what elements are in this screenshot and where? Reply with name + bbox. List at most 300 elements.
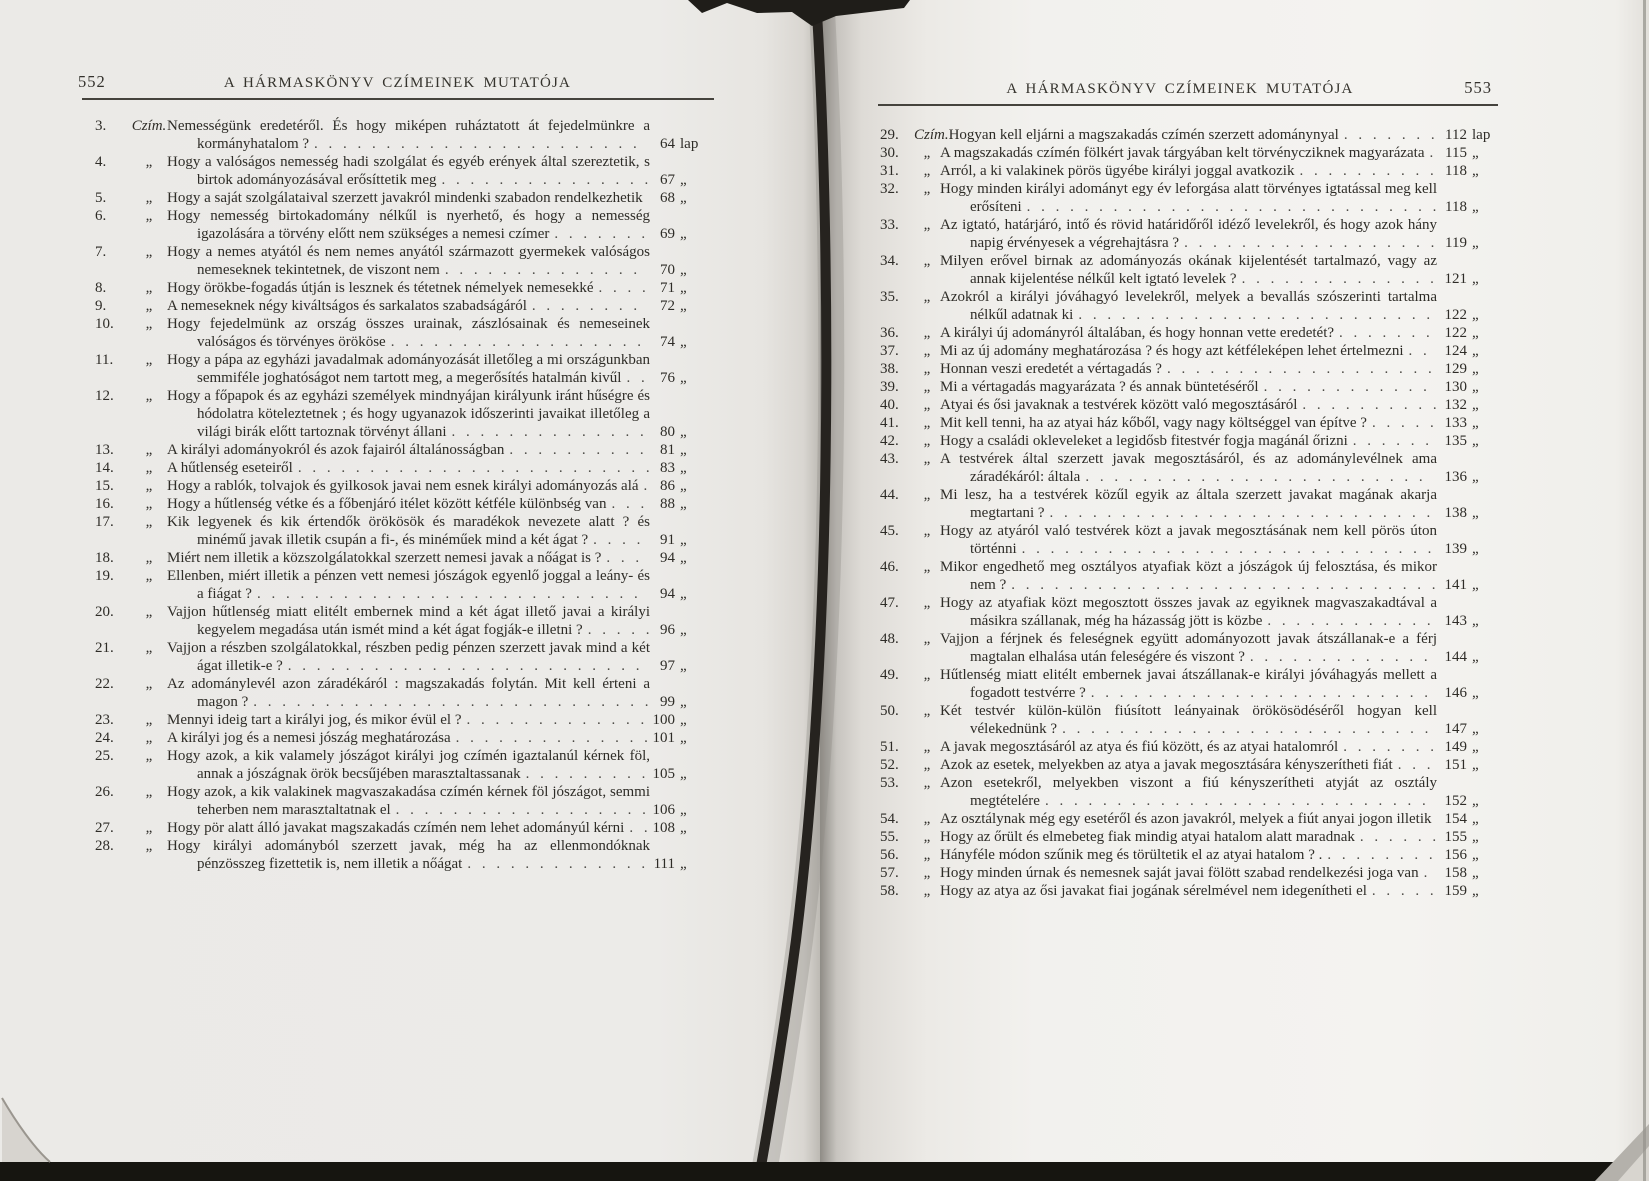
entry-page-suffix: „ — [1472, 199, 1479, 215]
toc-entry — [95, 675, 700, 711]
entry-page-suffix: „ — [680, 856, 687, 872]
entry-page-suffix: „ — [1472, 811, 1479, 827]
entry-page-suffix: „ — [1472, 433, 1479, 449]
entry-text: Hogy nemesség birtokadomány nélkűl is nyerhető, és hogy a nemesség igazolására a törvény előtt nem szükséges a nemesi czímer — [167, 208, 650, 242]
right-entries-list — [880, 126, 1492, 900]
entry-marker: „ — [923, 181, 931, 197]
toc-entry — [880, 162, 1492, 180]
entry-marker: „ — [923, 883, 931, 899]
toc-entry — [95, 387, 700, 441]
entry-page-suffix: „ — [1472, 361, 1479, 377]
entry-page-ref — [646, 225, 700, 243]
entry-page-ref — [1438, 504, 1492, 522]
right-page-number: 553 — [1464, 78, 1492, 97]
dot-leader: . . . . . . . . . . . . . . — [444, 262, 638, 278]
entry-page-number: 99 — [660, 694, 675, 710]
entry-page-number: 143 — [1444, 613, 1467, 629]
entry-body — [949, 126, 1492, 144]
entry-page-number: 64 — [660, 136, 675, 152]
entry-number: 11. — [95, 352, 114, 368]
entry-body — [940, 144, 1492, 162]
entry-body — [167, 729, 700, 747]
entry-text: Mit kell tenni, ha az atyai ház kőből, vagy nagy költséggel van építve ? — [940, 415, 1367, 431]
entry-text: Hogy a főpapok és az egyházi személyek mindnyájan királyunk iránt hűségre és hódolatra köteleztetnek ; és hogy ugyanazok időszerinti javaikat illetőleg a világi birák előtt tartoznak törvényt állani — [167, 388, 650, 440]
toc-entry — [880, 702, 1492, 738]
entry-number: 23. — [95, 712, 114, 728]
entry-page-number: 101 — [652, 730, 675, 746]
entry-text: Hogy az atyafiak közt megosztott összes javak az egyiknek magvaszakadtával a másikra szállanak, még ha házasság jött is közbe — [940, 595, 1437, 629]
dot-leader: . . . . . — [1371, 883, 1434, 899]
entry-page-number: 71 — [660, 280, 675, 296]
entry-page-ref — [1438, 612, 1492, 630]
entry-marker: „ — [923, 847, 931, 863]
entry-page-suffix: „ — [680, 658, 687, 674]
entry-page-suffix: „ — [1472, 145, 1479, 161]
dot-leader: . . . . . . . . . . . . — [1267, 613, 1431, 629]
entry-marker: „ — [145, 640, 153, 656]
entry-number: 7. — [95, 244, 107, 260]
entry-page-number: 154 — [1444, 811, 1467, 827]
entry-text: Hogy örökbe-fogadás útján is lesznek és tétetnek némelyek nemesekké — [167, 280, 594, 296]
dot-leader: . . . . . . . . . . . . . — [466, 712, 645, 728]
entry-marker: „ — [923, 289, 931, 305]
dot-leader: . . . . . . . . . . . . . . — [1241, 271, 1434, 287]
entry-page-number: 100 — [652, 712, 675, 728]
toc-entry — [880, 846, 1492, 864]
entry-number: 38. — [880, 361, 899, 377]
dot-leader: . . . — [1397, 757, 1431, 773]
entry-text: Hogy a hűtlenség vétke és a főbenjáró itélet között kétféle különbség van — [167, 496, 607, 512]
entry-number: 20. — [95, 604, 114, 620]
entry-number: 58. — [880, 883, 899, 899]
entry-page-ref — [646, 855, 700, 873]
entry-page-number: 151 — [1444, 757, 1467, 773]
entry-body — [167, 459, 700, 477]
entry-page-number: 88 — [660, 496, 675, 512]
entry-page-number: 80 — [660, 424, 675, 440]
entry-marker: „ — [923, 487, 931, 503]
entry-number: 12. — [95, 388, 114, 404]
entry-text: Két testvér külön-külön fiúsított leányainak örökösödéséről hogyan kell vélekednünk ? — [940, 703, 1437, 737]
toc-entry — [880, 414, 1492, 432]
toc-entry — [95, 549, 700, 567]
entry-page-suffix: „ — [1472, 469, 1479, 485]
entry-page-suffix: „ — [680, 550, 687, 566]
dot-leader: . . . . . . . . . . . . . . — [455, 730, 648, 746]
toc-entry — [95, 711, 700, 729]
entry-page-ref — [1438, 738, 1492, 756]
entry-page-suffix: lap — [1472, 127, 1491, 143]
entry-page-ref — [1438, 864, 1492, 882]
entry-body — [940, 702, 1492, 738]
entry-body — [940, 486, 1492, 522]
entry-text: Hogy az őrült és elmebeteg fiak mindig atyai hatalom alatt maradnak — [940, 829, 1355, 845]
entry-page-number: 119 — [1445, 235, 1467, 251]
entry-body — [940, 216, 1492, 252]
entry-marker: „ — [923, 451, 931, 467]
entry-text: Arról, a ki valakinek pörös ügyébe királyi joggal avatkozik — [940, 163, 1295, 179]
entry-page-ref — [1438, 432, 1492, 450]
entry-number: 50. — [880, 703, 899, 719]
entry-page-number: 67 — [660, 172, 675, 188]
entry-text: A királyi jog és a nemesi jószág meghatározása — [167, 730, 451, 746]
entry-page-suffix: „ — [1472, 235, 1479, 251]
dot-leader: . . . . . . . . — [1327, 847, 1433, 863]
entry-marker: „ — [923, 433, 931, 449]
entry-page-number: 72 — [660, 298, 675, 314]
entry-page-number: 91 — [660, 532, 675, 548]
entry-body — [940, 828, 1492, 846]
entry-body — [167, 477, 700, 495]
entry-page-suffix: „ — [680, 334, 687, 350]
left-entries-list — [95, 117, 700, 873]
entry-marker: „ — [145, 478, 153, 494]
toc-entry — [95, 117, 700, 153]
entry-page-ref — [1438, 468, 1492, 486]
entry-page-suffix: „ — [680, 820, 687, 836]
entry-page-suffix: „ — [1472, 883, 1479, 899]
dot-leader: . . . . . . . — [554, 226, 646, 242]
entry-page-number: 133 — [1444, 415, 1467, 431]
entry-number: 9. — [95, 298, 107, 314]
entry-page-suffix: „ — [1472, 397, 1479, 413]
toc-entry — [880, 630, 1492, 666]
entry-text: A javak megosztásáról az atya és fiú között, és az atyai hatalomról — [940, 739, 1339, 755]
entry-page-number: 124 — [1444, 343, 1467, 359]
entry-marker: „ — [923, 757, 931, 773]
toc-entry — [880, 558, 1492, 594]
entry-number: 32. — [880, 181, 899, 197]
toc-entry — [880, 828, 1492, 846]
entry-marker: Czím. — [914, 127, 949, 143]
entry-page-ref — [1438, 648, 1492, 666]
entry-body — [167, 747, 700, 783]
entry-page-ref — [646, 369, 700, 387]
entry-marker: „ — [145, 280, 153, 296]
dot-leader: . . — [626, 370, 645, 386]
entry-text: Mi az új adomány meghatározása ? és hogy azt kétféleképen lehet értelmezni — [940, 343, 1404, 359]
entry-body — [940, 360, 1492, 378]
entry-page-ref — [646, 279, 700, 297]
entry-page-ref — [1438, 792, 1492, 810]
entry-text: Az adománylevél azon záradékáról : magszakadás folytán. Mit kell érteni a magon ? — [167, 676, 650, 710]
entry-page-suffix: „ — [1472, 829, 1479, 845]
entry-body — [940, 288, 1492, 324]
entry-body — [167, 207, 700, 243]
entry-number: 27. — [95, 820, 114, 836]
entry-body — [940, 342, 1492, 360]
entry-marker: „ — [145, 748, 153, 764]
entry-page-ref — [646, 423, 700, 441]
entry-text: Hogy a nemes atyától és nem nemes anyától származott gyermekek valóságos nemeseknek tekintetnek, de viszont nem — [167, 244, 650, 278]
entry-page-ref — [646, 531, 700, 549]
entry-text: Hogy pör alatt álló javakat magszakadás czímén nem lehet adományúl kérni — [167, 820, 625, 836]
entry-body — [167, 189, 700, 207]
entry-body — [167, 549, 700, 567]
entry-text: Hogy azok, a kik valamely jószágot királyi jog czímén igaztalanúl kérnek föl, annak a jószágnak örök becsűjében marasztaltassanak — [167, 748, 650, 782]
toc-entry — [95, 783, 700, 819]
entry-text: A királyi új adományról általában, és hogy honnan vette eredetét? — [940, 325, 1335, 341]
entry-page-ref — [1438, 144, 1492, 162]
entry-body — [167, 441, 700, 459]
entry-number: 39. — [880, 379, 899, 395]
entry-body — [940, 882, 1492, 900]
entry-page-ref — [646, 801, 700, 819]
toc-entry — [95, 441, 700, 459]
dot-leader: . . . . . . . . . . . . . . . . . . . . . . . . — [1090, 685, 1429, 701]
entry-number: 47. — [880, 595, 899, 611]
dot-leader: . . . — [611, 496, 645, 512]
dot-leader: . . . . . . . . . . . . . . . . . . . . . . . . . . . — [256, 586, 638, 602]
entry-page-suffix: „ — [1472, 271, 1479, 287]
entry-text: Honnan veszi eredetét a vértagadás ? — [940, 361, 1162, 377]
dot-leader: . . . . . . . . . . . . . . . . . . . . . . . . . . . . . — [1026, 199, 1437, 215]
entry-marker: „ — [145, 208, 153, 224]
toc-entry — [95, 153, 700, 189]
entry-number: 35. — [880, 289, 899, 305]
entry-number: 17. — [95, 514, 114, 530]
entry-text: Hűtlenség miatt elitélt embernek javai átszállanak-e királyi jóváhagyás mellett a fogadott testvérre ? — [940, 667, 1437, 701]
entry-page-number: 122 — [1444, 325, 1467, 341]
entry-text: Hogy minden királyi adományt egy év leforgása alatt törvényes igtatással meg kell erősíteni — [940, 181, 1437, 215]
toc-entry — [95, 837, 700, 873]
entry-page-suffix: „ — [680, 460, 687, 476]
toc-entry — [880, 252, 1492, 288]
entry-number: 15. — [95, 478, 114, 494]
entry-number: 36. — [880, 325, 899, 341]
entry-page-ref — [646, 333, 700, 351]
entry-number: 53. — [880, 775, 899, 791]
entry-body — [940, 450, 1492, 486]
entry-page-number: 86 — [660, 478, 675, 494]
entry-number: 22. — [95, 676, 114, 692]
entry-page-ref — [1438, 126, 1492, 144]
entry-page-ref — [1438, 684, 1492, 702]
entry-page-ref — [646, 495, 700, 513]
entry-page-number: 118 — [1445, 163, 1467, 179]
entry-marker: „ — [923, 145, 931, 161]
entry-text: Mi lesz, ha a testvérek közűl egyik az általa szerzett javakat magának akarja megtartani ? — [940, 487, 1437, 521]
entry-page-suffix: „ — [1472, 649, 1479, 665]
entry-number: 6. — [95, 208, 107, 224]
entry-marker: „ — [923, 775, 931, 791]
entry-page-ref — [646, 549, 700, 567]
entry-page-ref — [1438, 342, 1492, 360]
dot-leader: . . . . . . . . . . . . — [1263, 379, 1427, 395]
entry-text: Vajjon a férjnek és feleségnek együtt adományozott javak átszállanak-e a férj magtalan elhalása után feleségére és viszont ? — [940, 631, 1437, 665]
entry-page-number: 144 — [1444, 649, 1467, 665]
entry-marker: „ — [923, 595, 931, 611]
dot-leader: . . . . . . . — [1343, 127, 1435, 143]
entry-text: Hogy az atyáról való testvérek közt a javak megosztásának nem kell pörös úton történni — [940, 523, 1437, 557]
entry-page-ref — [1438, 360, 1492, 378]
entry-page-ref — [1438, 324, 1492, 342]
toc-entry — [880, 666, 1492, 702]
entry-number: 41. — [880, 415, 899, 431]
entry-text: Azok az esetek, melyekben az atya a javak megosztására kényszerítheti fiát — [940, 757, 1393, 773]
entry-page-suffix: „ — [1472, 325, 1479, 341]
dot-leader: . . . . . . . — [1339, 325, 1430, 341]
entry-page-number: 147 — [1444, 721, 1467, 737]
entry-page-suffix: „ — [680, 370, 687, 386]
entry-page-number: 68 — [660, 190, 675, 206]
dot-leader: . . . . . . . — [1343, 739, 1434, 755]
entry-number: 49. — [880, 667, 899, 683]
entry-marker: „ — [923, 811, 931, 827]
dot-leader: . . . . . — [587, 622, 650, 638]
entry-text: Hogy azok, a kik valakinek magvaszakadása czímén kérnek föl jószágot, semmi teherben nem marasztaltatnak el — [167, 784, 650, 818]
toc-entry — [880, 810, 1492, 828]
entry-body — [940, 738, 1492, 756]
entry-body — [167, 783, 700, 819]
dot-leader: . . . . . . . . — [531, 298, 638, 314]
dot-leader: . . . . . . . . . . . . . . . . . . — [395, 802, 646, 818]
toc-entry — [880, 360, 1492, 378]
entry-marker: „ — [923, 739, 931, 755]
entry-page-number: 118 — [1445, 199, 1467, 215]
entry-page-suffix: „ — [680, 478, 687, 494]
toc-entry — [880, 882, 1492, 900]
entry-number: 10. — [95, 316, 114, 332]
entry-body — [167, 837, 700, 873]
entry-body — [167, 603, 700, 639]
entry-page-number: 94 — [660, 586, 675, 602]
entry-marker: „ — [923, 343, 931, 359]
entry-number: 55. — [880, 829, 899, 845]
entry-page-ref — [1438, 270, 1492, 288]
entry-marker: „ — [145, 712, 153, 728]
entry-page-number: 106 — [652, 802, 675, 818]
entry-page-suffix: lap — [680, 136, 699, 152]
entry-marker: „ — [145, 154, 153, 170]
toc-entry — [880, 432, 1492, 450]
entry-body — [167, 819, 700, 837]
entry-body — [167, 567, 700, 603]
entry-page-suffix: „ — [1472, 865, 1479, 881]
entry-page-ref — [1438, 396, 1492, 414]
entry-page-ref — [1438, 234, 1492, 252]
left-running-header: A HÁRMASKÖNYV CZÍMEINEK MUTATÓJA — [223, 75, 572, 91]
entry-marker: „ — [145, 676, 153, 692]
entry-marker: „ — [923, 163, 931, 179]
entry-page-suffix: „ — [680, 622, 687, 638]
entry-marker: „ — [145, 838, 153, 854]
dot-leader: . . . . . . . . . . . . . . . — [441, 172, 649, 188]
toc-entry — [95, 351, 700, 387]
dot-leader: . . . . . . . . . . . . . . . . . . . . . . . . — [1085, 469, 1423, 485]
entry-page-suffix: „ — [1472, 721, 1479, 737]
dot-leader: . . — [1408, 343, 1427, 359]
toc-entry — [95, 495, 700, 513]
dot-leader: . . . . . . . . . . . . . . . . . . . . . . . . . . . — [1044, 793, 1426, 809]
entry-marker: Czím. — [131, 118, 167, 134]
entry-text: A hűtlenség eseteiről — [167, 460, 293, 476]
entry-number: 25. — [95, 748, 114, 764]
entry-body — [940, 324, 1492, 342]
toc-entry — [95, 279, 700, 297]
entry-page-ref — [1438, 828, 1492, 846]
entry-marker: „ — [145, 496, 153, 512]
entry-page-number: 115 — [1445, 145, 1467, 161]
entry-page-number: 135 — [1444, 433, 1467, 449]
entry-page-ref — [646, 711, 700, 729]
entry-text: Hányféle módon szűnik meg és törültetik el az atyai hatalom ? . — [940, 847, 1323, 863]
entry-page-number: 156 — [1444, 847, 1467, 863]
toc-entry — [95, 297, 700, 315]
entry-page-ref — [1438, 882, 1492, 900]
entry-number: 42. — [880, 433, 899, 449]
entry-number: 51. — [880, 739, 899, 755]
entry-page-ref — [1438, 756, 1492, 774]
entry-page-suffix: „ — [680, 190, 687, 206]
entry-page-ref — [1438, 810, 1492, 828]
entry-body — [167, 495, 700, 513]
entry-body — [940, 594, 1492, 630]
entry-page-suffix: „ — [1472, 685, 1479, 701]
entry-body — [940, 162, 1492, 180]
entry-page-number: 121 — [1444, 271, 1467, 287]
entry-body — [167, 297, 700, 315]
entry-page-suffix: „ — [680, 532, 687, 548]
entry-number: 57. — [880, 865, 899, 881]
entry-marker: „ — [145, 316, 153, 332]
entry-number: 40. — [880, 397, 899, 413]
toc-entry — [880, 864, 1492, 882]
toc-entry — [95, 819, 700, 837]
entry-marker: „ — [923, 559, 931, 575]
dot-leader: . . . . . — [1371, 415, 1434, 431]
entry-marker: „ — [145, 604, 153, 620]
toc-entry — [95, 747, 700, 783]
entry-text: A magszakadás czímén fölkért javak tárgyában kelt törvénycziknek magyarázata — [940, 145, 1425, 161]
entry-page-suffix: „ — [680, 802, 687, 818]
toc-entry — [880, 450, 1492, 486]
entry-marker: „ — [145, 244, 153, 260]
entry-page-ref — [646, 459, 700, 477]
entry-text: Milyen erővel birnak az adományozás okának kijelentését tartalmazó, vagy az annak kijelentése nélkűl kelt igtató levelek ? — [940, 253, 1437, 287]
dot-leader: . . . . . . — [1352, 433, 1430, 449]
entry-page-number: 105 — [652, 766, 675, 782]
dot-leader: . . . . . . . . . . . . . . . . . . . . . . . . . — [287, 658, 640, 674]
toc-entry — [95, 459, 700, 477]
toc-entry — [95, 477, 700, 495]
entry-page-number: 70 — [660, 262, 675, 278]
dot-leader: . . . . . . . . . . . . . . — [451, 424, 644, 440]
toc-entry — [95, 603, 700, 639]
toc-entry — [95, 243, 700, 279]
entry-number: 54. — [880, 811, 899, 827]
entry-page-number: 122 — [1444, 307, 1467, 323]
entry-page-suffix: „ — [680, 424, 687, 440]
entry-page-ref — [1438, 378, 1492, 396]
entry-page-ref — [1438, 540, 1492, 558]
dot-leader: . — [1423, 865, 1428, 881]
entry-page-ref — [646, 621, 700, 639]
entry-page-ref — [646, 441, 700, 459]
entry-page-suffix: „ — [1472, 505, 1479, 521]
entry-page-suffix: „ — [1472, 739, 1479, 755]
toc-entry — [95, 639, 700, 675]
toc-entry — [95, 189, 700, 207]
entry-body — [167, 675, 700, 711]
toc-entry — [880, 522, 1492, 558]
entry-page-number: 152 — [1444, 793, 1467, 809]
entry-body — [167, 387, 700, 441]
entry-page-ref — [1438, 162, 1492, 180]
dot-leader: . . . . . . . . . . . . . — [1249, 649, 1428, 665]
entry-text: A nemeseknek négy kiváltságos és sarkalatos szabadságáról — [167, 298, 527, 314]
dot-leader: . — [643, 478, 648, 494]
